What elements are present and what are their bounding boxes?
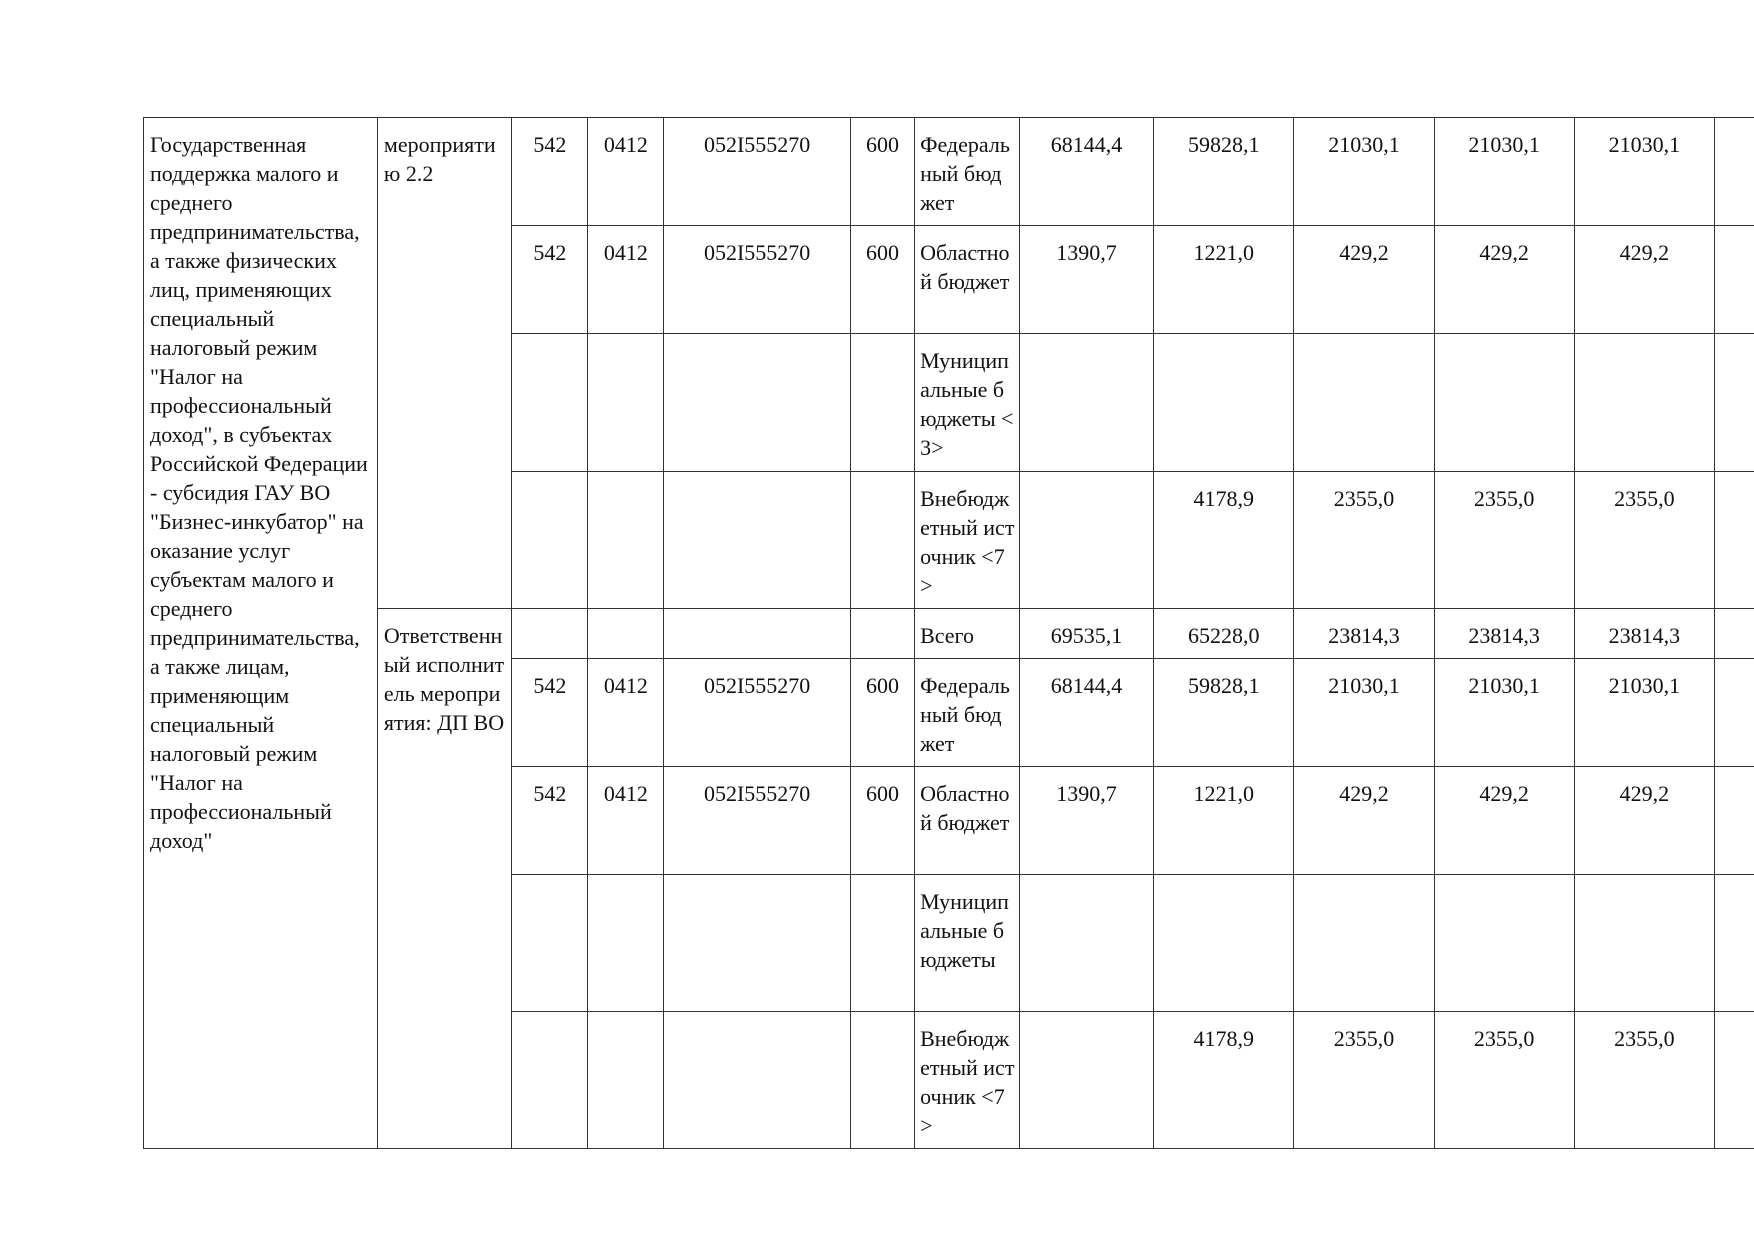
source-cell: Муниципальные бюджеты <3> [915,334,1020,472]
table-row [144,609,1754,659]
rz-cell [588,609,664,659]
value-cell [1294,875,1434,1012]
value-cell [1574,334,1714,472]
value-cell [1714,226,1754,334]
grbs-cell: 542 [512,659,588,767]
table-row [144,118,1754,226]
value-cell [1154,334,1294,472]
value-cell: 4178,9 [1154,472,1294,609]
value-cell: 2355,0 [1574,472,1714,609]
rz-cell [588,875,664,1012]
grbs-cell: 542 [512,118,588,226]
vr-cell: 600 [850,767,914,875]
value-cell: 2355,0 [1434,472,1574,609]
grbs-cell [512,472,588,609]
value-cell: 429,2 [1434,767,1574,875]
value-cell: 2355,0 [1574,1012,1714,1149]
source-cell: Внебюджетный источник <7> [915,1012,1020,1149]
value-cell: 21030,1 [1434,659,1574,767]
rz-cell: 0412 [588,118,664,226]
vr-cell [850,1012,914,1149]
value-cell [1294,334,1434,472]
responsible-cell: Ответственный исполнитель мероприятия: ДП ВО [377,609,511,1149]
csr-cell [664,1012,850,1149]
rz-cell: 0412 [588,659,664,767]
csr-cell: 052I555270 [664,767,850,875]
source-cell: Областной бюджет [915,226,1020,334]
value-cell [1714,609,1754,659]
csr-cell [664,472,850,609]
rz-cell [588,334,664,472]
value-cell [1714,767,1754,875]
budget-table [143,117,1754,1149]
value-cell: 68144,4 [1019,118,1153,226]
value-cell [1714,1012,1754,1149]
rz-cell: 0412 [588,226,664,334]
vr-cell [850,334,914,472]
value-cell: 2355,0 [1294,1012,1434,1149]
value-cell: 23814,3 [1294,609,1434,659]
value-cell: 429,2 [1574,767,1714,875]
value-cell [1714,875,1754,1012]
value-cell: 429,2 [1574,226,1714,334]
value-cell: 69535,1 [1019,609,1153,659]
vr-cell [850,875,914,1012]
program-name-cell: Государственная поддержка малого и среднего предпринимательства, а также физических лиц, применяющих специальный налоговый режим "Налог на профессиональный доход", в субъектах Российской Федерации - субсидия ГАУ ВО "Бизнес-инкубатор" на оказание услуг субъектам малого и среднего предпринимательства, а также лицам, применяющим специальный налоговый режим "Налог на профессиональный доход" [144,118,378,1149]
source-cell: Областной бюджет [915,767,1020,875]
value-cell: 2355,0 [1294,472,1434,609]
value-cell: 1221,0 [1154,226,1294,334]
csr-cell: 052I555270 [664,659,850,767]
value-cell: 59828,1 [1154,118,1294,226]
grbs-cell: 542 [512,226,588,334]
value-cell [1019,334,1153,472]
grbs-cell [512,875,588,1012]
value-cell [1019,875,1153,1012]
csr-cell [664,875,850,1012]
vr-cell [850,472,914,609]
rz-cell: 0412 [588,767,664,875]
value-cell [1019,472,1153,609]
vr-cell: 600 [850,226,914,334]
value-cell [1714,118,1754,226]
value-cell: 4178,9 [1154,1012,1294,1149]
value-cell: 21030,1 [1574,659,1714,767]
value-cell: 65228,0 [1154,609,1294,659]
vr-cell [850,609,914,659]
vr-cell: 600 [850,118,914,226]
value-cell: 429,2 [1294,767,1434,875]
grbs-cell [512,609,588,659]
value-cell [1019,1012,1153,1149]
source-cell: Внебюджетный источник <7> [915,472,1020,609]
value-cell [1714,659,1754,767]
rz-cell [588,472,664,609]
grbs-cell [512,334,588,472]
value-cell: 21030,1 [1434,118,1574,226]
csr-cell: 052I555270 [664,226,850,334]
grbs-cell: 542 [512,767,588,875]
grbs-cell [512,1012,588,1149]
value-cell: 23814,3 [1434,609,1574,659]
source-cell: Федеральный бюджет [915,118,1020,226]
source-cell: Муниципальные бюджеты [915,875,1020,1012]
value-cell: 1221,0 [1154,767,1294,875]
value-cell [1434,334,1574,472]
csr-cell: 052I555270 [664,118,850,226]
value-cell [1434,875,1574,1012]
responsible-cell: мероприятию 2.2 [377,118,511,609]
value-cell: 2355,0 [1434,1012,1574,1149]
source-cell: Всего [915,609,1020,659]
value-cell: 21030,1 [1294,659,1434,767]
vr-cell: 600 [850,659,914,767]
value-cell: 21030,1 [1574,118,1714,226]
value-cell [1714,334,1754,472]
csr-cell [664,334,850,472]
value-cell: 68144,4 [1019,659,1153,767]
value-cell [1574,875,1714,1012]
value-cell: 23814,3 [1574,609,1714,659]
value-cell [1714,472,1754,609]
value-cell: 429,2 [1294,226,1434,334]
value-cell: 1390,7 [1019,767,1153,875]
value-cell: 59828,1 [1154,659,1294,767]
rz-cell [588,1012,664,1149]
value-cell [1154,875,1294,1012]
csr-cell [664,609,850,659]
source-cell: Федеральный бюджет [915,659,1020,767]
value-cell: 21030,1 [1294,118,1434,226]
value-cell: 1390,7 [1019,226,1153,334]
value-cell: 429,2 [1434,226,1574,334]
